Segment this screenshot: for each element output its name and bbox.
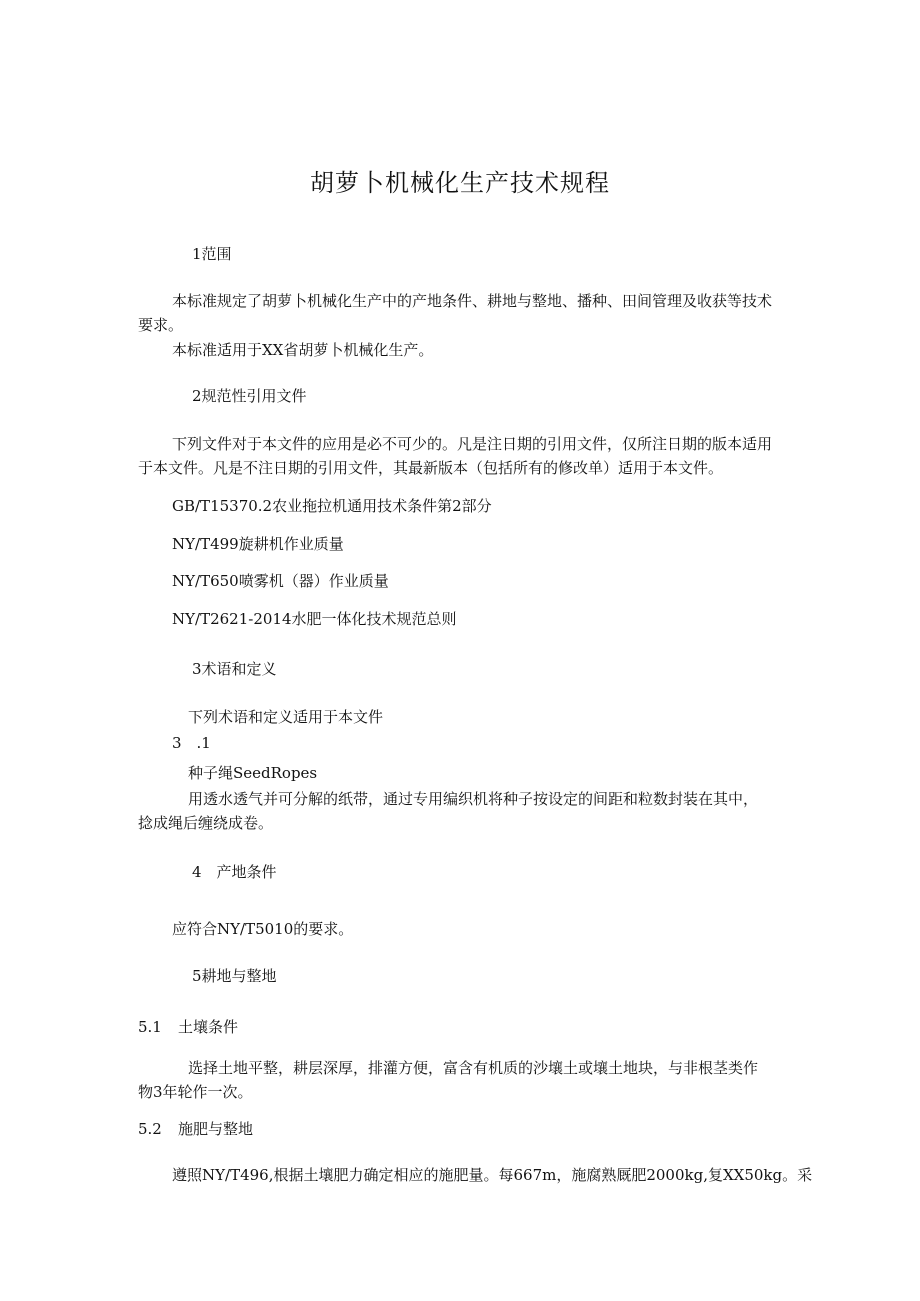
subsection-5-1-paragraph-line-1: 选择土地平整，耕层深厚，排灌方便，富含有机质的沙壤土或壤土地块，与非根茎类作 [188, 1059, 759, 1077]
section-2-heading: 2规范性引用文件 [192, 387, 307, 405]
reference-item: NY/T650喷雾机（器）作业质量 [172, 572, 389, 590]
section-4-paragraph: 应符合NY/T5010的要求。 [172, 920, 354, 938]
subsection-5-2-number: 5.2 [138, 1120, 162, 1138]
term-definition-line-1: 用透水透气并可分解的纸带，通过专用编织机将种子按设定的间距和粒数封装在其中， [188, 790, 759, 808]
reference-item: GB/T15370.2农业拖拉机通用技术条件第2部分 [172, 497, 492, 515]
subsection-5-1-number: 5.1 [138, 1018, 162, 1036]
section-2-paragraph-line-1: 下列文件对于本文件的应用是必不可少的。凡是注日期的引用文件，仅所注日期的版本适用 [172, 435, 773, 453]
section-1-paragraph-2: 本标准适用于XX省胡萝卜机械化生产。 [172, 341, 434, 359]
section-2-paragraph-line-2: 于本文件。凡是不注日期的引用文件，其最新版本（包括所有的修改单）适用于本文件。 [138, 459, 724, 477]
subsection-5-2-paragraph-line-1: 遵照NY/T496,根据土壤肥力确定相应的施肥量。每667m，施腐熟厩肥2000kg,复XX50kg。采 [172, 1166, 813, 1184]
subsection-3-1-number: 3 .1 [172, 734, 211, 752]
reference-item: NY/T2621-2014水肥一体化技术规范总则 [172, 610, 457, 628]
section-3-heading: 3术语和定义 [192, 660, 277, 678]
reference-item: NY/T499旋耕机作业质量 [172, 535, 344, 553]
term-seed-ropes: 种子绳SeedRopes [188, 764, 318, 782]
document-title: 胡萝卜机械化生产技术规程 [310, 169, 610, 197]
section-1-paragraph-1-line-1: 本标准规定了胡萝卜机械化生产中的产地条件、耕地与整地、播种、田间管理及收获等技术 [172, 292, 773, 310]
subsection-5-1-paragraph-line-2: 物3年轮作一次。 [138, 1083, 253, 1101]
section-3-paragraph: 下列术语和定义适用于本文件 [188, 708, 384, 726]
term-definition-line-2: 捻成绳后缠绕成卷。 [138, 814, 274, 832]
section-5-heading: 5耕地与整地 [192, 967, 277, 985]
subsection-5-2-title: 施肥与整地 [178, 1120, 254, 1138]
section-4-heading: 4 产地条件 [192, 863, 277, 881]
subsection-5-1-title: 土壤条件 [178, 1018, 239, 1036]
section-1-paragraph-1-line-2: 要求。 [138, 316, 184, 334]
section-1-heading: 1范围 [192, 245, 232, 263]
